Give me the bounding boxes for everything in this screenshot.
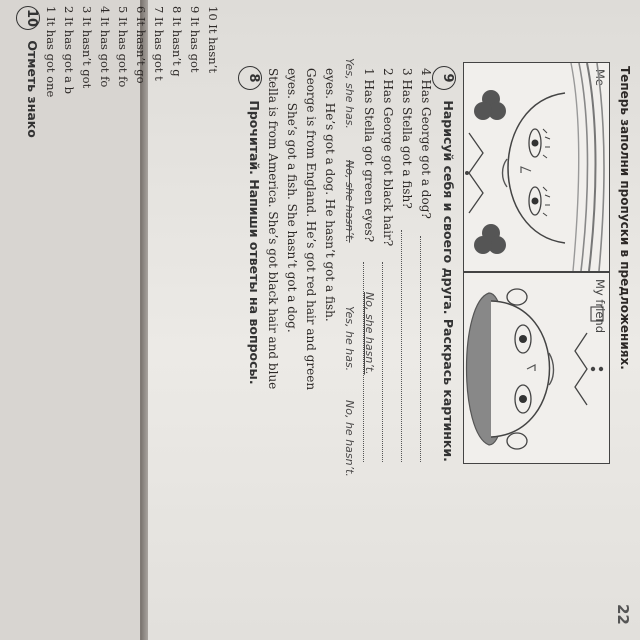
ex9-fill-title: Теперь заполни пропуски в предложениях. — [618, 66, 632, 370]
hw-option-yes-he: Yes, he has. — [343, 306, 356, 372]
hw-option-no-he: No, he hasn’t. — [343, 400, 356, 477]
ex10-item: 3 It hasn’t got — [80, 6, 94, 89]
ex10-item: 1 It has got one — [44, 6, 58, 98]
question: 2 Has George got black hair? — [381, 68, 395, 247]
ex10-item: 5 It has got fo — [116, 6, 130, 88]
hw-option-yes-she: Yes, she has. — [343, 58, 356, 129]
ex8-text-line: Stella is from America. She’s got black hair and blue — [266, 68, 280, 390]
hw-option-no-she: No, she hasn’t. — [343, 160, 356, 243]
ex9-number: 9 — [432, 66, 456, 90]
ex10-title: Отметь знако — [25, 40, 40, 138]
ex10-item: 7 It has got t — [152, 6, 166, 81]
frame-label-me: Me — [593, 69, 607, 86]
ex8-number: 8 — [238, 66, 262, 90]
answer-text: No, she hasn’t. — [363, 292, 376, 375]
ex8-text-line: eyes. She’s got a fish. She hasn’t got a dog. — [285, 68, 299, 333]
ex10-item: 6 It hasn’t go — [134, 6, 148, 84]
question: 1 Has Stella got green eyes? — [362, 68, 376, 243]
ex8-text-line: George is from England. He’s got red hair and green — [304, 68, 318, 391]
frame-label-friend: My friend — [593, 279, 607, 334]
page-number: 22 — [614, 604, 632, 625]
ex8-title: Прочитай. Напиши ответы на вопросы. — [247, 100, 262, 385]
ex10-item: 4 It has got fo — [98, 6, 112, 88]
ex10-item: 9 It has got — [188, 6, 202, 73]
question: 3 Has Stella got a fish? — [400, 68, 414, 209]
question: 4 Has George got a dog? — [419, 68, 433, 219]
ex10-item: 10 It hasn’t — [206, 6, 220, 73]
ex10-item: 2 It has got a b — [62, 6, 76, 95]
ex8-text-line: eyes. He’s got a dog. He hasn’t got a fish. — [323, 68, 337, 322]
ex10-item: 8 It hasn’t g — [170, 6, 184, 77]
ex10-number: 10 — [16, 6, 40, 30]
ex9-title: Нарисуй себя и своего друга. Раскрась картинки. — [441, 100, 456, 462]
